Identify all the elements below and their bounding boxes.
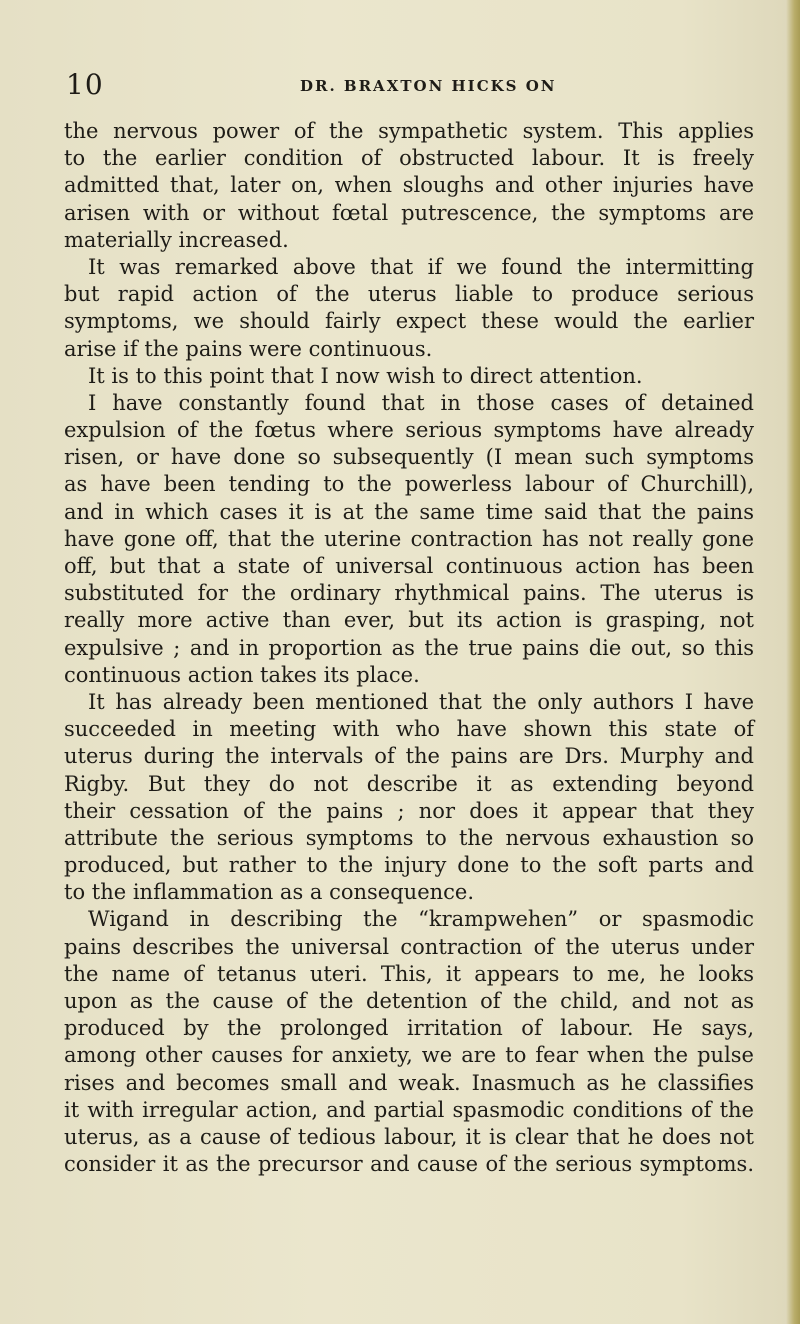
text-line: It has already been mentioned that the only authors I have <box>88 689 754 714</box>
page-edge <box>786 0 800 1324</box>
text-line: Rigby. But they do not describe it as extending beyond <box>64 771 754 796</box>
text-line: I have constantly found that in those cases of detained <box>88 390 754 415</box>
text-line: expulsive ; and in proportion as the true pains die out, so this <box>64 635 754 660</box>
text-line: arisen with or without fœtal putrescence, the symptoms are <box>64 200 754 225</box>
text-line: risen, or have done so subsequently (I mean such symptoms <box>64 445 754 470</box>
text-line: upon as the cause of the detention of the child, and not as <box>64 989 754 1013</box>
text-line: pains describes the universal contraction of the uterus under <box>64 934 754 959</box>
text-line: among other causes for anxiety, we are to fear when the pulse <box>64 1043 754 1068</box>
text-line: but rapid action of the uterus liable to produce serious <box>64 282 754 307</box>
text-line: uterus, as a cause of tedious labour, it is clear that he does not <box>64 1124 754 1149</box>
text-line: symptoms, we should fairly expect these would the earlier <box>64 309 754 334</box>
text-line: to the earlier condition of obstructed labour. It is freely <box>64 146 754 171</box>
text-line: as have been tending to the powerless labour of Churchill), <box>64 472 754 497</box>
text-line: it with irregular action, and partial spasmodic conditions of the <box>64 1097 754 1122</box>
text-line: arise if the pains were continuous. <box>64 336 433 361</box>
text-line: It was remarked above that if we found the intermitting <box>88 254 754 279</box>
page-header <box>0 70 800 100</box>
text-line: substituted for the ordinary rhythmical pains. The uterus is <box>64 581 754 606</box>
page-number: 10 <box>66 68 104 101</box>
text-line: succeeded in meeting with who have shown this state of <box>64 717 754 742</box>
text-line: really more active than ever, but its action is grasping, not <box>64 608 754 633</box>
text-line: continuous action takes its place. <box>64 662 420 687</box>
text-line: to the inflammation as a consequence. <box>64 880 475 905</box>
text-line: produced by the prolonged irritation of labour. He says, <box>64 1016 754 1041</box>
text-line: have gone off, that the uterine contraction has not really gone <box>64 526 754 551</box>
text-line: consider it as the precursor and cause of the serious symptoms. <box>64 1152 754 1177</box>
text-line: attribute the serious symptoms to the nervous exhaustion so <box>64 825 754 850</box>
text-line: uterus during the intervals of the pains are Drs. Murphy and <box>64 744 754 769</box>
text-line: and in which cases it is at the same time said that the pains <box>64 499 754 524</box>
running-head: DR. BRAXTON HICKS ON <box>300 77 557 95</box>
text-line: It is to this point that I now wish to direct attention. <box>88 363 643 388</box>
text-line: rises and becomes small and weak. Inasmuch as he classifies <box>64 1070 754 1095</box>
body-text <box>64 118 754 1178</box>
text-line: Wigand in describing the “krampwehen” or spasmodic <box>88 907 754 932</box>
text-line: admitted that, later on, when sloughs and other injuries have <box>64 173 754 198</box>
text-line: their cessation of the pains ; nor does it appear that they <box>64 798 754 823</box>
text-line: expulsion of the fœtus where serious symptoms have already <box>64 418 754 443</box>
text-line: the name of tetanus uteri. This, it appears to me, he looks <box>64 961 754 986</box>
text-line: materially increased. <box>64 227 289 252</box>
text-line: produced, but rather to the injury done to the soft parts and <box>64 853 754 878</box>
text-line: off, but that a state of universal continuous action has been <box>64 554 754 578</box>
text-line: the nervous power of the sympathetic system. This applies <box>64 119 754 143</box>
